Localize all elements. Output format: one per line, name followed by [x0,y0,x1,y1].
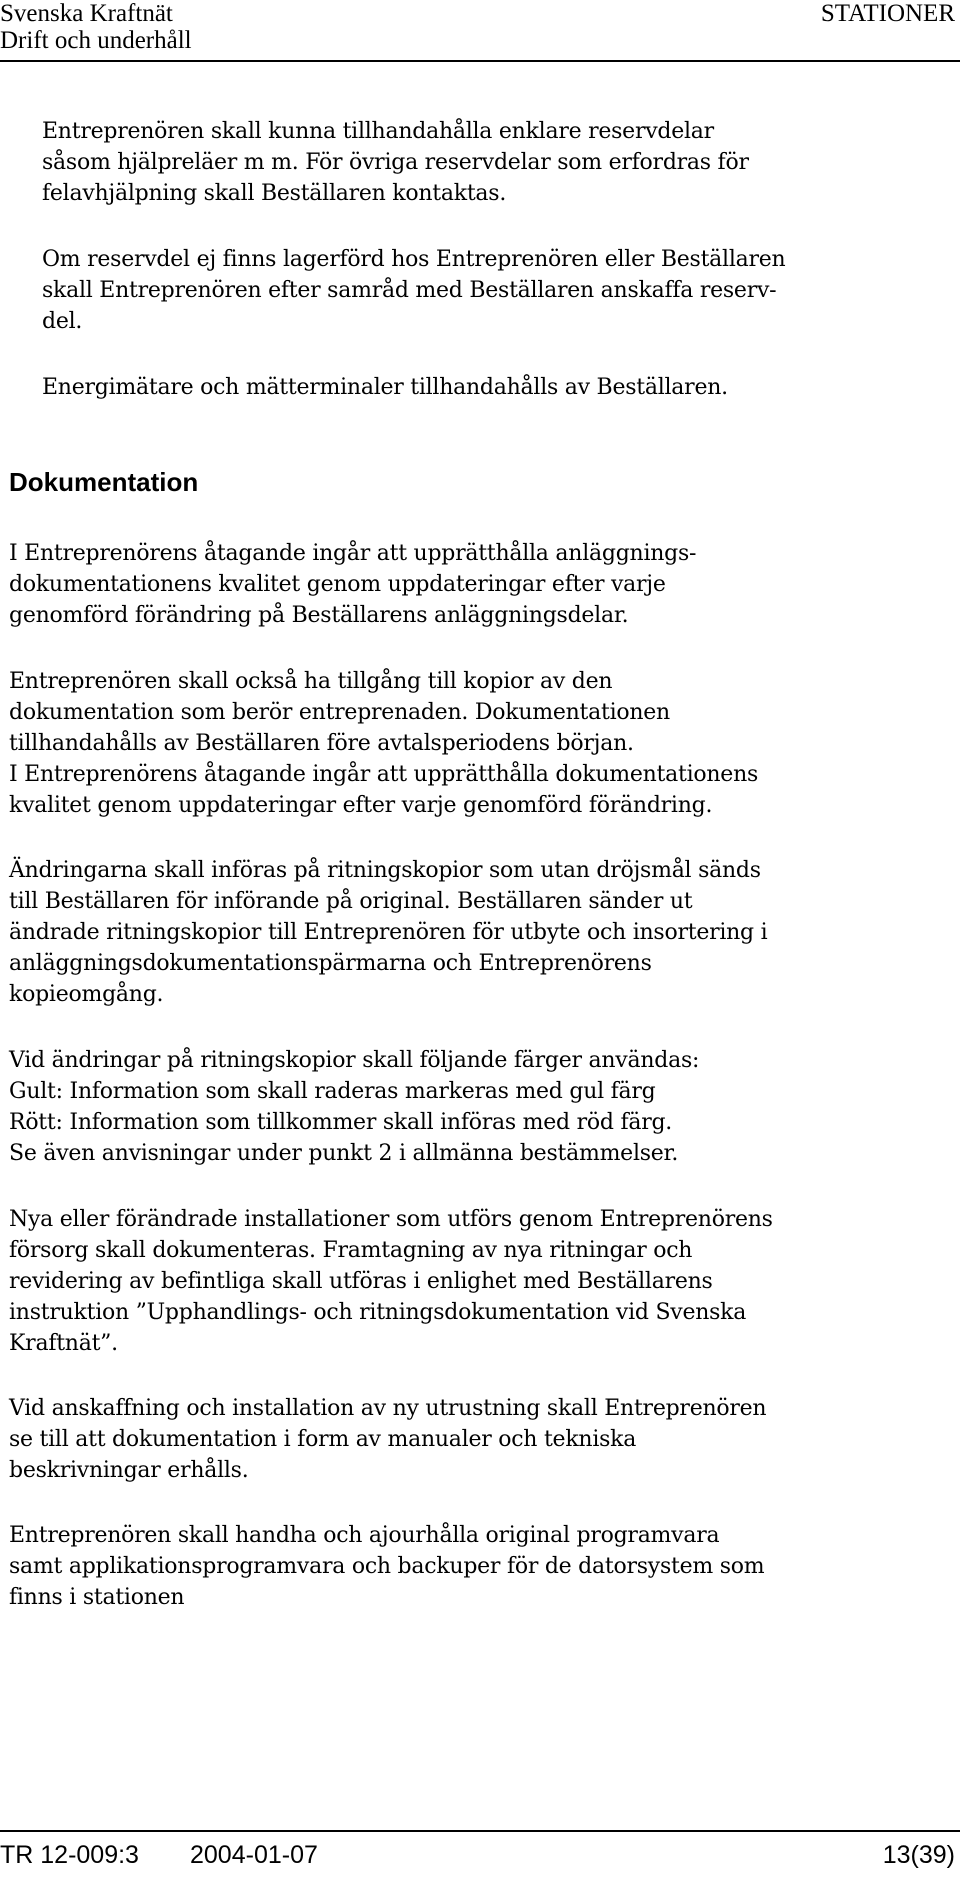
paragraph-spare-part-procurement [42,244,954,337]
header-company: Svenska Kraftnät [0,0,173,27]
text-line: Om reservdel ej finns lagerförd hos Entreprenören eller Beställaren [42,247,786,272]
text-line: dokumentationens kvalitet genom uppdateringar efter varje [9,572,666,597]
text-line: ändrade ritningskopior till Entreprenören för utbyte och insortering i [9,920,768,945]
paragraph-new-equipment [9,1393,954,1486]
paragraph-energy-meters [42,372,954,403]
text-line: genomförd förändring på Beställarens anläggningsdelar. [9,603,629,628]
text-line: Nya eller förändrade installationer som utförs genom Entreprenörens [9,1207,773,1232]
header-divider [0,60,960,62]
paragraph-color-rules [9,1045,954,1169]
text-line: felavhjälpning skall Beställaren kontaktas. [42,181,507,206]
text-line: Kraftnät”. [9,1331,118,1356]
text-line: Se även anvisningar under punkt 2 i allmänna bestämmelser. [9,1141,679,1166]
text-line: se till att dokumentation i form av manualer och tekniska [9,1427,637,1452]
text-line: del. [42,309,83,334]
paragraph-documentation-copies [9,666,954,821]
text-line: försorg skall dokumenteras. Framtagning av nya ritningar och [9,1238,693,1263]
paragraph-new-installations [9,1204,954,1359]
text-line: kopieomgång. [9,982,164,1007]
footer-page-number: 13(39) [882,1841,955,1869]
text-line: såsom hjälpreläer m m. För övriga reservdelar som erfordras för [42,150,749,175]
text-line: I Entreprenörens åtagande ingår att upprätthålla anläggnings- [9,541,697,566]
paragraph-documentation-quality [9,538,954,631]
text-line: anläggningsdokumentationspärmarna och Entreprenörens [9,951,652,976]
footer-divider [0,1830,960,1832]
text-line: Rött: Information som tillkommer skall införas med röd färg. [9,1110,673,1135]
text-line: Energimätare och mätterminaler tillhandahålls av Beställaren. [42,375,728,400]
text-line: Gult: Information som skall raderas markeras med gul färg [9,1079,656,1104]
text-line: finns i stationen [9,1585,185,1610]
footer-date: 2004-01-07 [190,1841,318,1869]
section-heading: Dokumentation [9,467,199,497]
text-line: Entreprenören skall också ha tillgång till kopior av den [9,669,613,694]
paragraph-drawing-changes [9,855,954,1010]
header-department: Drift och underhåll [0,27,192,54]
text-line: samt applikationsprogramvara och backuper för de datorsystem som [9,1554,765,1579]
text-line: Vid ändringar på ritningskopior skall följande färger användas: [9,1048,700,1073]
text-line: dokumentation som berör entreprenaden. Dokumentationen [9,700,670,725]
footer-doc-ref: TR 12-009:3 [0,1841,139,1869]
text-line: Entreprenören skall handha och ajourhålla original programvara [9,1523,720,1548]
text-line: kvalitet genom uppdateringar efter varje genomförd förändring. [9,793,713,818]
text-line: till Beställaren för införande på original. Beställaren sänder ut [9,889,693,914]
paragraph-software [9,1520,954,1613]
text-line: tillhandahålls av Beställaren före avtalsperiodens början. [9,731,634,756]
text-line: Vid anskaffning och installation av ny utrustning skall Entreprenören [9,1396,767,1421]
text-line: instruktion ”Upphandlings- och ritningsdokumentation vid Svenska [9,1300,747,1325]
text-line: beskrivningar erhålls. [9,1458,249,1483]
header-doc-label: STATIONER [820,0,955,27]
text-line: I Entreprenörens åtagande ingår att upprätthålla dokumentationens [9,762,759,787]
paragraph-spare-parts [42,116,954,209]
text-line: Ändringarna skall införas på ritningskopior som utan dröjsmål sänds [9,858,761,883]
text-line: skall Entreprenören efter samråd med Beställaren anskaffa reserv- [42,278,777,303]
text-line: revidering av befintliga skall utföras i enlighet med Beställarens [9,1269,713,1294]
text-line: Entreprenören skall kunna tillhandahålla enklare reservdelar [42,119,714,144]
